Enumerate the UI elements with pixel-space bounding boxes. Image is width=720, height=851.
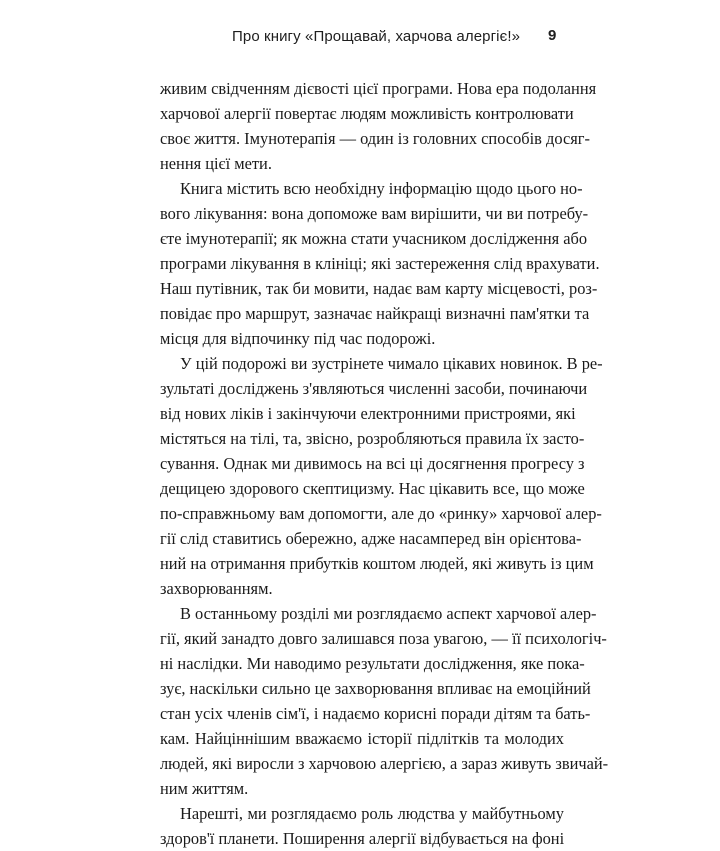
text-line: містяться на тілі, та, звісно, розробляються правила їх засто- — [160, 429, 585, 448]
text-line: здоров'ї планети. Поширення алергії відбувається на фоні — [160, 829, 565, 848]
text-line: місця для відпочинку під час подорожі. — [160, 329, 436, 348]
text-line: В останньому розділі ми розглядаємо аспект харчової алер- — [180, 604, 597, 623]
text-line: програми лікування в клініці; які застереження слід врахувати. — [160, 254, 600, 273]
text-line: гії, який занадто довго залишався поза увагою, — її психологіч- — [160, 629, 607, 648]
text-line: єте імунотерапії; як можна стати учасником дослідження або — [160, 229, 588, 248]
running-head-title: Про книгу «Прощавай, харчова алергіє!» — [232, 28, 521, 45]
page-number: 9 — [548, 27, 557, 44]
text-line: вого лікування: вона допоможе вам вирішити, чи ви потребу- — [160, 204, 589, 223]
text-line: по-справжньому вам допомогти, але до «ринку» харчової алер- — [160, 504, 602, 523]
text-line: живим свідченням дієвості цієї програми. Нова ера подолання — [160, 79, 597, 98]
text-line: Наш путівник, так би мовити, надає вам карту місцевості, роз- — [160, 279, 598, 298]
text-line: зультаті досліджень з'являються численні засоби, починаючи — [160, 379, 588, 398]
text-line: ний на отримання прибутків коштом людей, які живуть із цим — [160, 554, 594, 573]
body-text — [160, 76, 609, 851]
text-line: людей, які виросли з харчовою алергією, а зараз живуть звичай- — [160, 754, 609, 773]
text-line: У цій подорожі ви зустрінете чимало цікавих новинок. В ре- — [180, 354, 603, 373]
text-line: своє життя. Імунотерапія — один із головних способів досяг- — [160, 129, 590, 148]
text-line: сування. Однак ми дивимось на всі ці досягнення прогресу з — [160, 454, 585, 473]
text-line: від нових ліків і закінчуючи електронними пристроями, які — [160, 404, 576, 423]
text-line: Книга містить всю необхідну інформацію щодо цього но- — [180, 179, 583, 198]
text-line: кам. Найціннішим вважаємо історії підлітків та молодих — [160, 729, 564, 748]
text-line: дещицею здорового скептицизму. Нас цікавить все, що може — [160, 479, 585, 498]
text-line: харчової алергії повертає людям можливість контролювати — [160, 104, 574, 123]
text-line: стан усіх членів сім'ї, і надаємо корисні поради дітям та бать- — [160, 704, 591, 723]
text-line: захворюванням. — [160, 579, 273, 598]
text-line: ні наслідки. Ми наводимо результати дослідження, яке пока- — [160, 654, 585, 673]
text-line: зує, наскільки сильно це захворювання впливає на емоційний — [160, 679, 591, 698]
text-line: ним життям. — [160, 779, 249, 798]
text-line: повідає про маршрут, зазначає найкращі визначні пам'ятки та — [160, 304, 590, 323]
text-line: гії слід ставитись обережно, адже насамперед він орієнтова- — [160, 529, 582, 548]
text-line: Нарешті, ми розглядаємо роль людства у майбутньому — [180, 804, 564, 823]
text-line: нення цієї мети. — [160, 154, 272, 173]
